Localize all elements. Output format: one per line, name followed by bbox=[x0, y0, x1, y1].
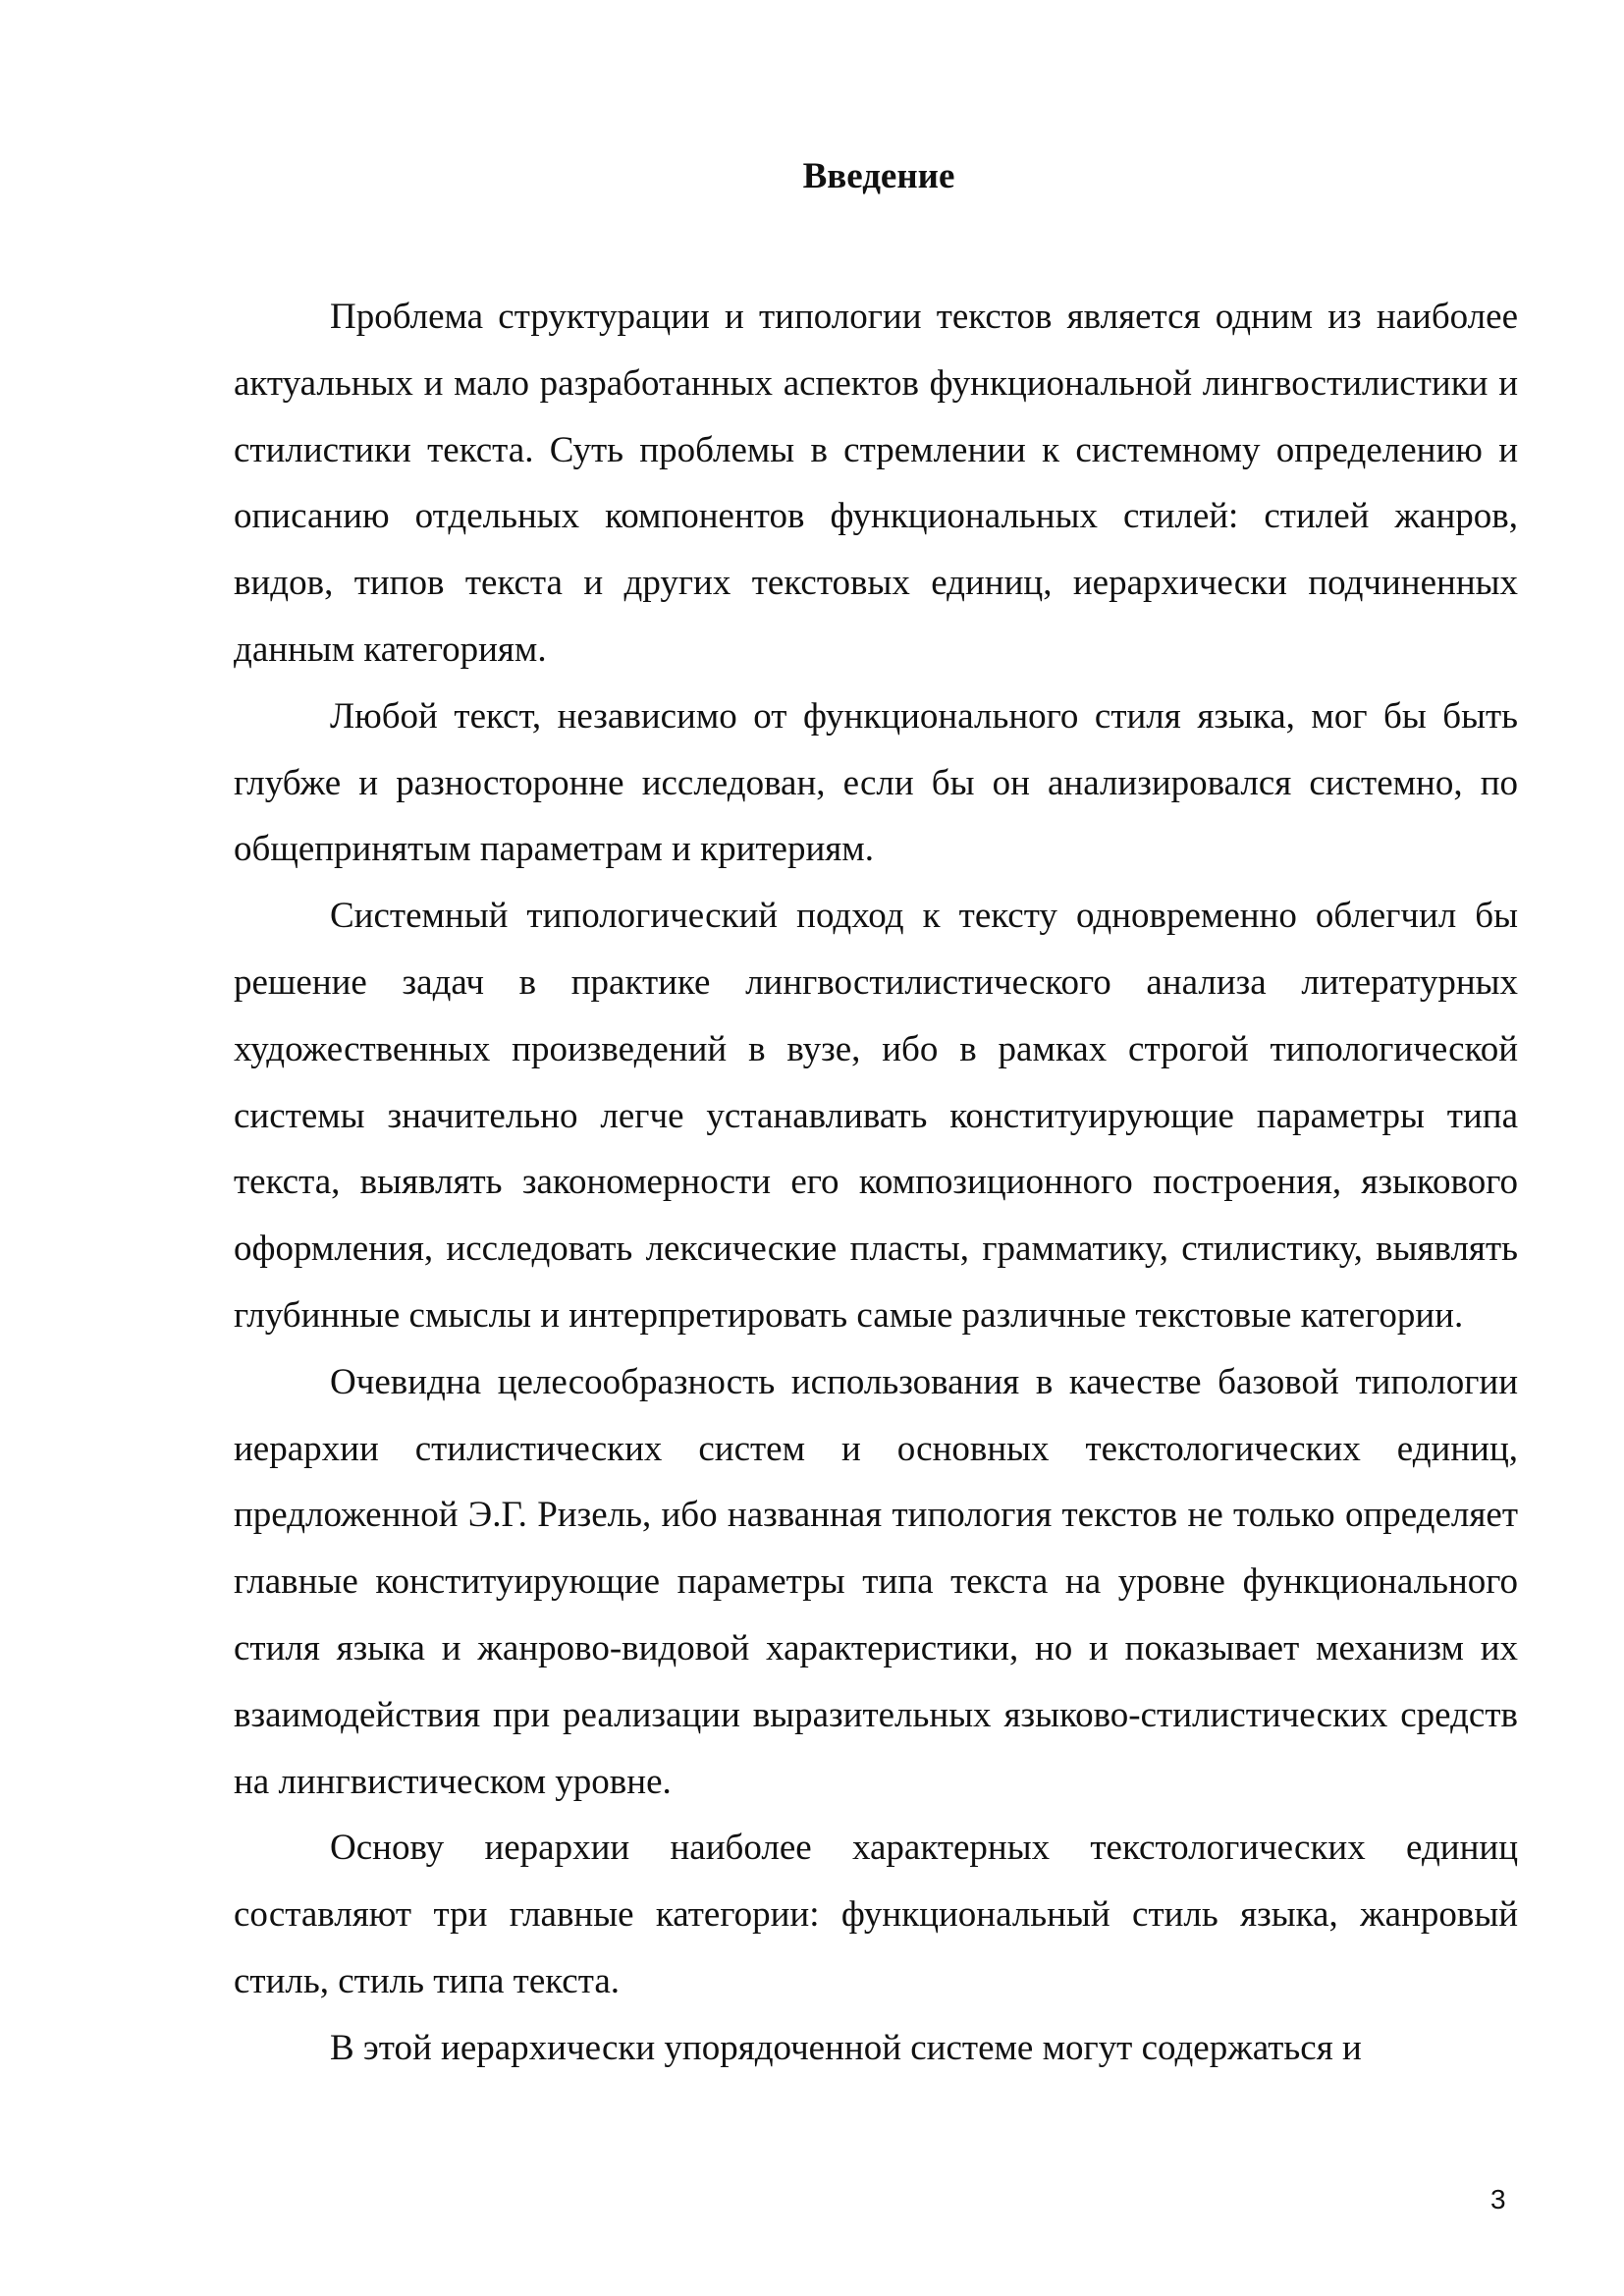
paragraph-3: Системный типологический подход к тексту одновременно облегчил бы решение задач в практике лингвостилистического анализа литературных художественных произведений в вузе, ибо в рамках строгой типологической системы значительно легче устанавливать конституирующие параметры типа текста, выявлять закономерности его композиционного построения, языкового оформления, исследовать лексические пласты, грамматику, стилистику, выявлять глубинные смыслы и интерпретировать самые различные текстовые категории. bbox=[234, 896, 1518, 1336]
paragraph-6: В этой иерархически упорядоченной системе могут содержаться и bbox=[330, 2027, 1362, 2068]
page-title: Введение bbox=[802, 156, 955, 196]
paragraph-4: Очевидна целесообразность использования в качестве базовой типологии иерархии стилистических систем и основных текстологических единиц, предложенной Э.Г. Ризель, ибо названная типология текстов не только определяет главные конституирующие параметры типа текста на уровне функционального стиля языка и жанрово-видовой характеристики, но и показывает механизм их взаимодействия при реализации выразительных языково-стилистических средств на лингвистическом уровне. bbox=[234, 1361, 1518, 1802]
body-text bbox=[234, 284, 1518, 2082]
page-number: 3 bbox=[1490, 2184, 1506, 2214]
paragraph-5: Основу иерархии наиболее характерных текстологических единиц составляют три главные категории: функциональный стиль языка, жанровый стиль, стиль типа текста. bbox=[234, 1828, 1518, 2001]
paragraph-2: Любой текст, независимо от функционального стиля языка, мог бы быть глубже и разносторонне исследован, если бы он анализировался системно, по общепринятым параметрам и критериям. bbox=[234, 695, 1518, 870]
paragraph-1: Проблема структурации и типологии текстов является одним из наиболее актуальных и мало разработанных аспектов функциональной лингвостилистики и стилистики текста. Суть проблемы в стремлении к системному определению и описанию отдельных компонентов функциональных стилей: стилей жанров, видов, типов текста и других текстовых единиц, иерархически подчиненных данным категориям. bbox=[234, 297, 1518, 670]
